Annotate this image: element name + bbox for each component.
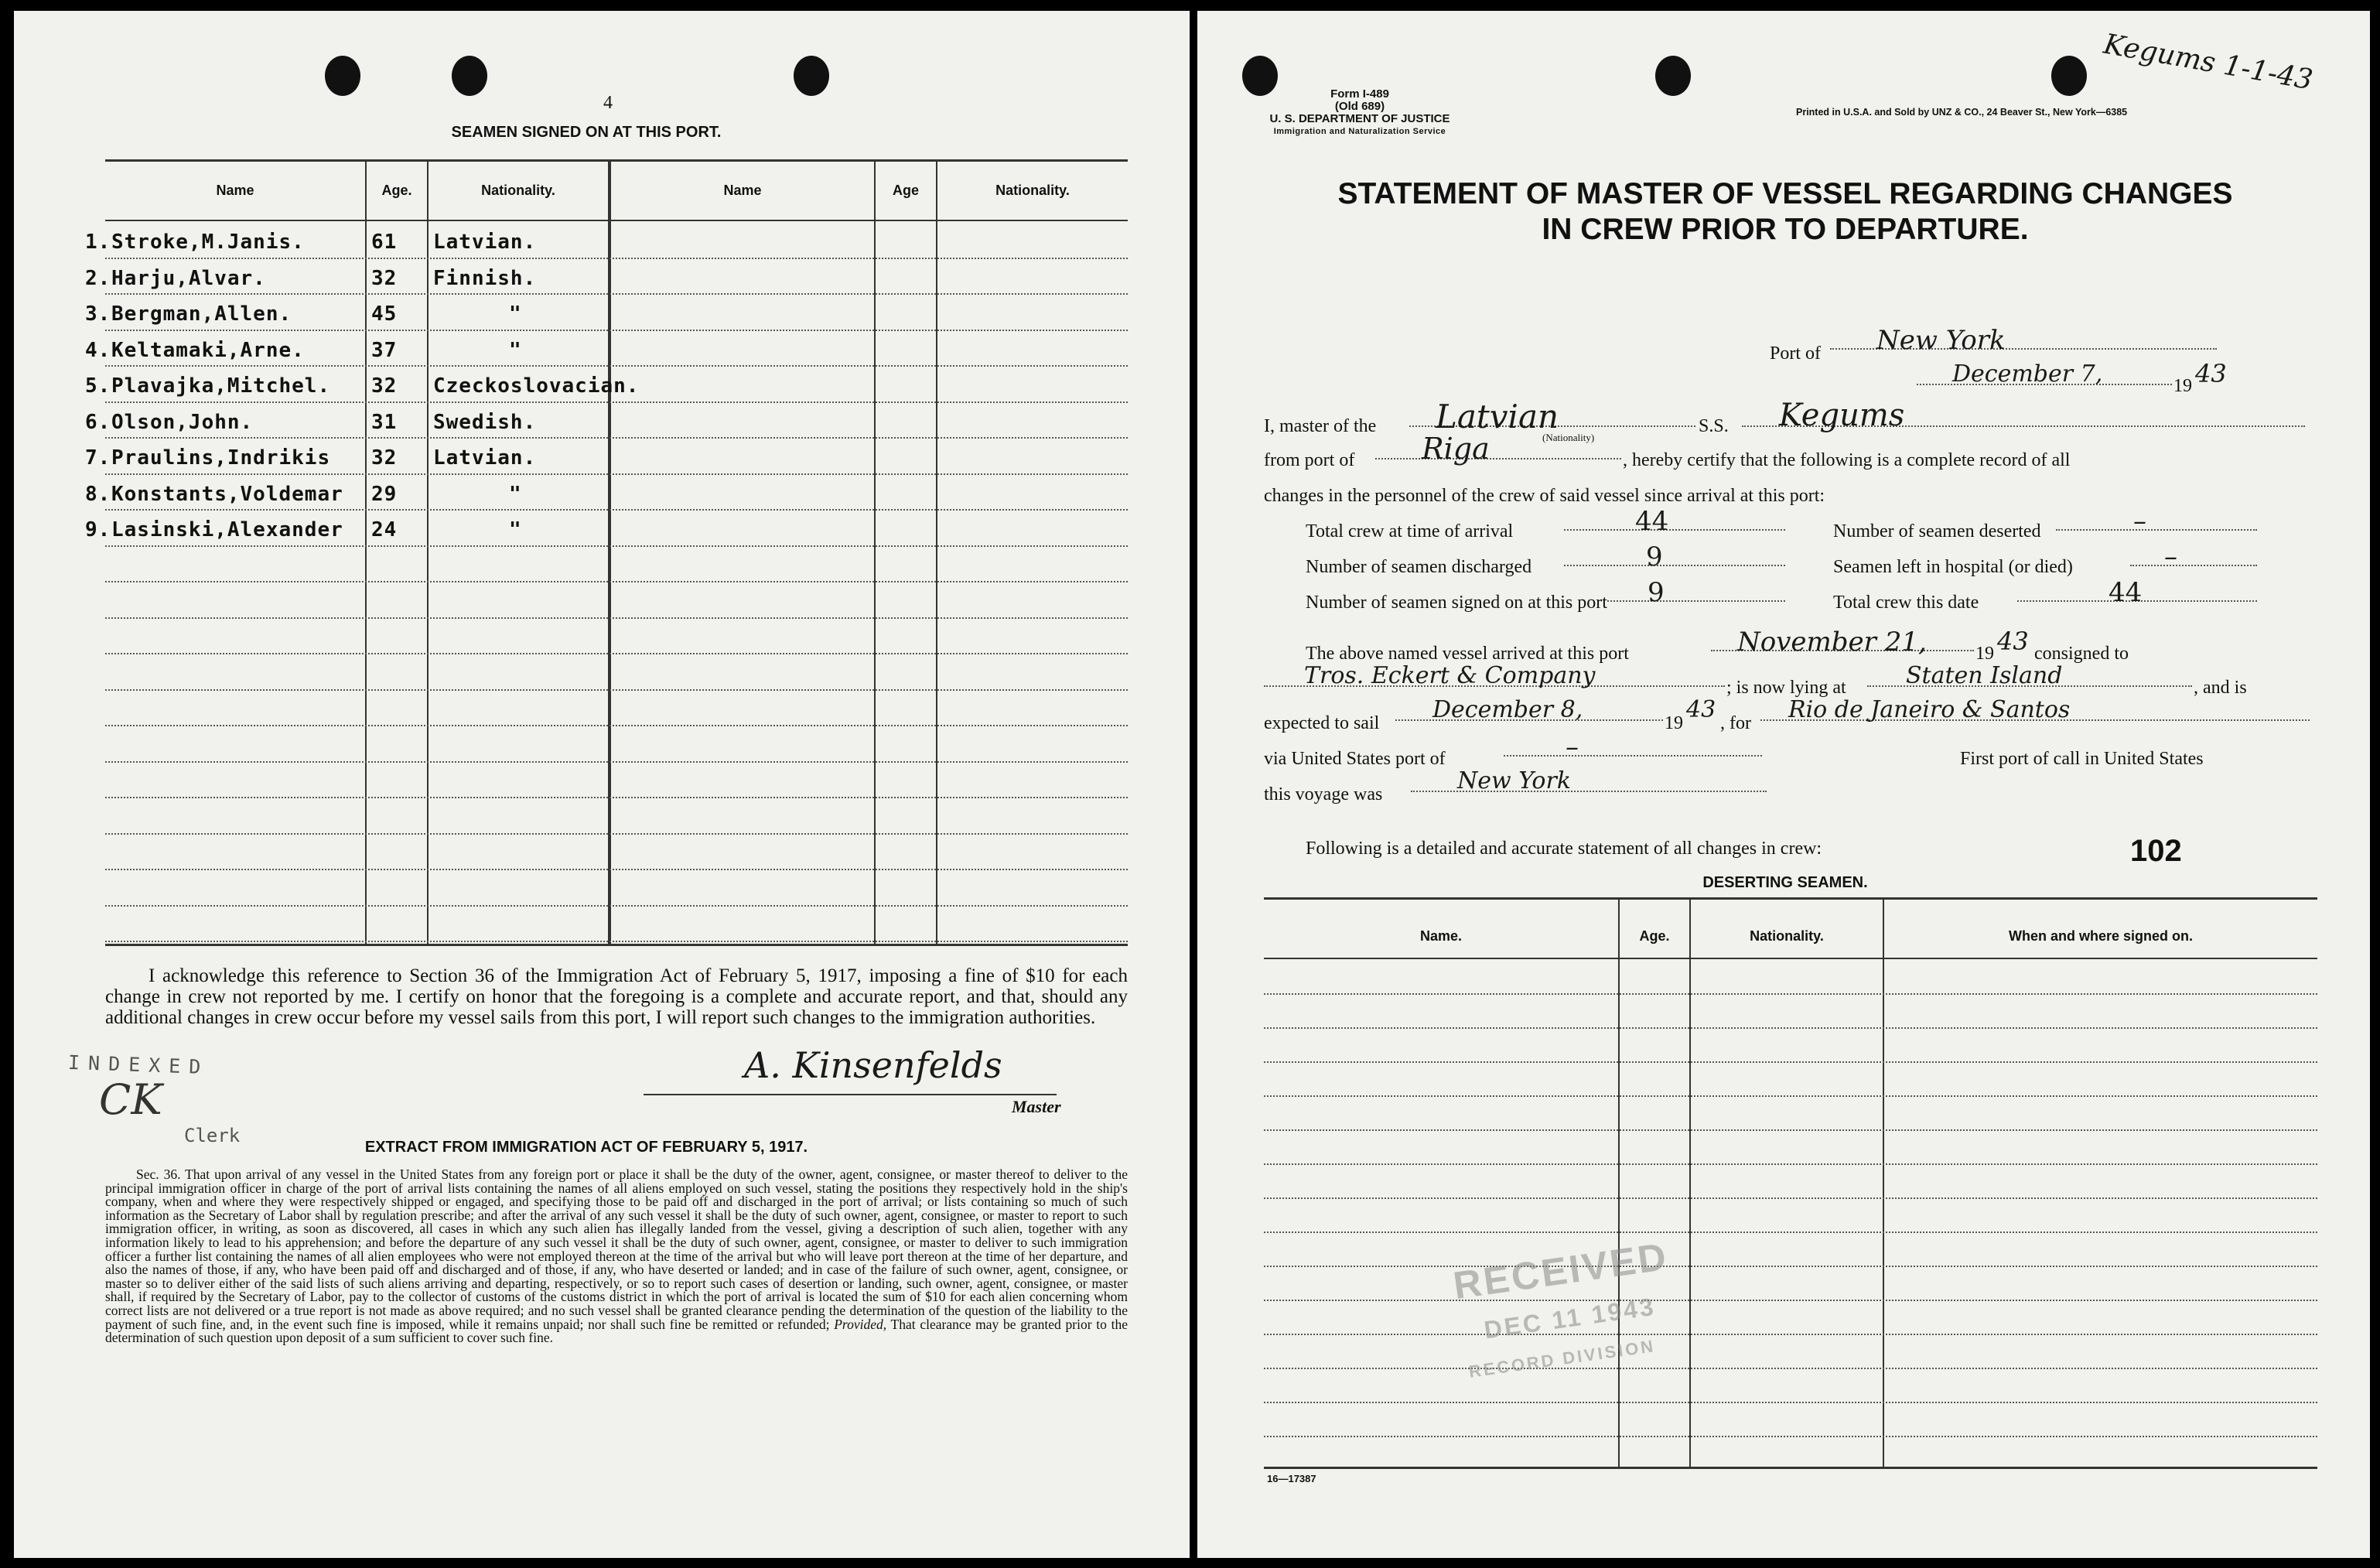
certify-text: , hereby certify that the following is a complete record of all <box>1623 450 2071 470</box>
crew-number: 2. <box>85 266 111 290</box>
service: Immigration and Naturalization Service <box>1273 127 1446 136</box>
table-rule <box>1264 1061 2317 1063</box>
port-of-field <box>1830 325 2217 356</box>
clerk-initials: CK <box>99 1075 162 1124</box>
hospital-field <box>2130 541 2257 572</box>
table-rule <box>1264 1334 2317 1335</box>
nationality-field <box>1409 398 1695 436</box>
total-arrival-value: 44 <box>1635 506 1669 537</box>
col-header-nationality-2: Nationality. <box>995 183 1070 198</box>
crew-name: Lasinski,Alexander <box>111 518 343 541</box>
section-title: SEAMEN SIGNED ON AT THIS PORT. <box>451 124 722 141</box>
crew-nationality: Czeckoslovacian. <box>433 374 640 398</box>
extract-text <box>105 1168 1128 1345</box>
crew-nationality: Finnish. <box>433 266 537 290</box>
col-header-name: Name <box>216 183 254 198</box>
and-is: , and is <box>2194 678 2247 698</box>
crew-age: 32 <box>371 266 398 290</box>
col-divider <box>1883 899 1884 1467</box>
table-top-rule <box>105 159 1128 162</box>
extract-tail: That clearance may be granted prior to the determination of such question upon deposit of a sum sufficient to cover such fine. <box>105 1316 1129 1346</box>
total-date-value: 44 <box>2109 577 2143 608</box>
hospital-value: – <box>2164 541 2177 572</box>
signed-on-field <box>1607 577 1785 608</box>
signature-line <box>644 1094 1057 1095</box>
deserting-header-rule <box>1264 958 2317 959</box>
col-divider <box>936 161 937 944</box>
destination-field <box>1760 696 2310 721</box>
deserted-value: – <box>2133 506 2146 537</box>
footer-code: 16—17387 <box>1267 1473 1316 1484</box>
col-divider <box>1689 899 1691 1467</box>
crew-number: 1. <box>85 231 111 254</box>
total-date-field <box>2017 577 2257 608</box>
arrived-value: November 21, <box>1737 627 1927 658</box>
date-field <box>1917 360 2172 388</box>
consignee-value: Tros. Eckert & Company <box>1304 662 1596 689</box>
form-title <box>1244 176 2327 248</box>
col-header-age: Age. <box>381 183 412 198</box>
page-count: 102 <box>2130 834 2182 868</box>
right-page <box>1197 11 2370 1558</box>
crew-number: 4. <box>85 338 111 362</box>
table-rule <box>1264 1368 2317 1369</box>
master-of-label: I, master of the <box>1264 416 1377 436</box>
clerk-label: Clerk <box>184 1125 241 1146</box>
sail-year-prefix: 19 <box>1665 713 1683 733</box>
crew-age: 24 <box>371 518 398 541</box>
received-date: DEC 11 1943 <box>1482 1292 1658 1344</box>
table-rule <box>105 617 1128 619</box>
year-value: 43 <box>2195 359 2227 388</box>
col-header-age-2: Age <box>892 183 919 198</box>
nationality-value: Latvian <box>1436 398 1559 436</box>
table-rule <box>105 365 1128 367</box>
for-label: , for <box>1720 713 1751 733</box>
total-arrival-field <box>1564 506 1785 537</box>
table-rule <box>1264 1027 2317 1029</box>
col-header-name-2: Name <box>723 183 762 198</box>
table-rule <box>1264 1232 2317 1233</box>
arrived-year-prefix: 19 <box>1975 644 1994 664</box>
punch-hole <box>2051 56 2087 96</box>
corner-note: Kegums 1-1-43 <box>2101 28 2315 97</box>
first-port-field <box>1411 767 1767 792</box>
acknowledgement-text: I acknowledge this reference to Section 36 of the Immigration Act of February 5, 1917, imposing a fine of $10 for each change in crew not reported by me. I certify on honor that the foregoing is a complete and accurate report, and that, should any additional changes in crew occur before my vessel sails from this port, I will report such changes to the immigration authorities. <box>105 965 1128 1028</box>
table-rule <box>105 761 1128 763</box>
destination-value: Rio de Janeiro & Santos <box>1788 696 2071 723</box>
punch-hole <box>794 56 829 96</box>
table-rule <box>105 437 1128 439</box>
table-rule <box>1264 1163 2317 1165</box>
table-rule <box>105 653 1128 654</box>
crew-name: Keltamaki,Arne. <box>111 338 305 362</box>
title-line-2: IN CREW PRIOR TO DEPARTURE. <box>1542 213 2029 246</box>
table-rule <box>1264 993 2317 995</box>
table-rule <box>105 293 1128 295</box>
table-rule <box>1264 1266 2317 1267</box>
crew-nationality: Swedish. <box>433 410 537 434</box>
first-port-label: First port of call in United States <box>1960 749 2204 769</box>
col-divider <box>427 161 429 944</box>
table-rule <box>105 581 1128 582</box>
signed-on-label: Number of seamen signed on at this port <box>1306 593 1607 613</box>
total-date-label: Total crew this date <box>1833 593 1979 613</box>
crew-number: 5. <box>85 374 111 398</box>
vessel-value: Kegums <box>1779 398 1905 433</box>
crew-number: 8. <box>85 482 111 506</box>
table-rule <box>105 330 1128 331</box>
crew-name: Konstants,Voldemar <box>111 482 343 506</box>
changes-text: changes in the personnel of the crew of said vessel since arrival at this port: <box>1264 486 1825 506</box>
deserting-title: DESERTING SEAMEN. <box>1702 874 1868 891</box>
port-of-label: Port of <box>1770 343 1821 364</box>
crew-nationality: Latvian. <box>433 446 537 470</box>
crew-nationality: " <box>509 518 522 541</box>
crew-age: 32 <box>371 446 398 470</box>
via-label: via United States port of <box>1264 749 1446 769</box>
table-rule <box>1264 1402 2317 1403</box>
department: U. S. DEPARTMENT OF JUSTICE <box>1269 112 1450 125</box>
master-label: Master <box>1012 1097 1061 1116</box>
col-divider <box>1618 899 1620 1467</box>
form-number: Form I-489 <box>1330 87 1389 101</box>
crew-name: Harju,Alvar. <box>111 266 266 290</box>
vessel-field <box>1742 398 2305 433</box>
crew-name: Stroke,M.Janis. <box>111 231 305 254</box>
first-port-value: New York <box>1457 767 1571 794</box>
table-rule <box>105 833 1128 835</box>
deserting-col-when-where: When and where signed on. <box>2008 928 2194 944</box>
punch-hole <box>452 56 487 96</box>
total-arrival-label: Total crew at time of arrival <box>1306 521 1514 541</box>
crew-number: 3. <box>85 302 111 326</box>
date-value: December 7, <box>1952 360 2103 388</box>
expected-label: expected to sail <box>1264 713 1380 733</box>
col-header-nationality: Nationality. <box>481 183 555 198</box>
extract-section: Sec. 36. <box>136 1167 181 1182</box>
lying-value: Staten Island <box>1906 662 2063 689</box>
table-rule <box>105 941 1128 942</box>
lying-label: ; is now lying at <box>1726 678 1846 698</box>
table-rule <box>105 473 1128 475</box>
ss-label: S.S. <box>1699 416 1729 436</box>
from-port-label: from port of <box>1264 450 1355 470</box>
left-page <box>14 11 1190 1558</box>
table-rule <box>105 725 1128 726</box>
table-rule <box>105 797 1128 798</box>
page-number: 4 <box>603 93 613 113</box>
table-rule <box>105 905 1128 907</box>
crew-age: 29 <box>371 482 398 506</box>
extract-title: EXTRACT FROM IMMIGRATION ACT OF FEBRUARY 5, 1917. <box>364 1139 808 1156</box>
printer-line: Printed in U.S.A. and Sold by UNZ & CO., 24 Beaver St., New York—6385 <box>1796 107 2128 118</box>
crew-nationality: " <box>509 338 522 362</box>
extract-provided: Provided, <box>834 1316 887 1332</box>
discharged-field <box>1564 541 1785 572</box>
from-port-field <box>1375 432 1621 466</box>
table-rule <box>105 401 1128 403</box>
arrived-field <box>1711 627 1974 658</box>
col-divider <box>608 161 611 944</box>
table-rule <box>1264 1197 2317 1199</box>
consignee-field <box>1264 662 1725 687</box>
deserting-col-name: Name. <box>1419 928 1463 944</box>
table-rule <box>1264 1095 2317 1097</box>
table-rule <box>105 509 1128 511</box>
crew-name: Olson,John. <box>111 410 254 434</box>
year-prefix: 19 <box>2173 376 2192 396</box>
port-of-value: New York <box>1876 325 2006 356</box>
indexed-stamp: INDEXED <box>67 1050 210 1079</box>
crew-age: 61 <box>371 231 398 254</box>
deserted-field <box>2056 506 2257 537</box>
sail-year: 43 <box>1686 696 1716 723</box>
crew-number: 7. <box>85 446 111 470</box>
via-field <box>1504 732 1762 763</box>
deserting-col-nationality: Nationality. <box>1750 928 1824 944</box>
sail-date-field <box>1395 696 1663 721</box>
punch-hole <box>1655 56 1691 96</box>
sail-date-value: December 8, <box>1432 696 1583 723</box>
crew-nationality: " <box>509 482 522 506</box>
signed-on-value: 9 <box>1648 577 1665 608</box>
received-stamp: RECEIVED <box>1450 1234 1671 1308</box>
title-line-1: STATEMENT OF MASTER OF VESSEL REGARDING CHANGES <box>1337 177 2233 210</box>
table-rule <box>1264 1436 2317 1437</box>
voyage-label: this voyage was <box>1264 784 1383 804</box>
punch-hole <box>325 56 360 96</box>
crew-age: 45 <box>371 302 398 326</box>
extract-body: That upon arrival of any vessel in the United States from any foreign port or place it shall be the duty of the owner, agent, consignee, or master thereof to deliver to the principal immigration officer in charge of the port of arrival lists containing the names of all aliens employed on such vessel, stating the positions they respectively hold in the ship's company, when and where they were respectively shipped or engaged, and specifying those to be paid off and discharged in the port of arrival; or lists containing so much of such information as the Secretary of Labor shall by regulation prescribe; and after the arrival of any such vessel it shall be the duty of such owner, agent, consignee, or master to report to such immigration officer, in writing, as soon as discovered, all cases in which any such alien has illegally landed from the vessel, giving a description of such alien, together with any information likely to lead to his apprehension; and before the departure of any such vessel it shall be the duty of such owner, agent, consignee, or master to deliver to such immigration officer a further list containing the names of all alien employees who were not employed thereon at the time of the arrival but who will leave port thereon at the time of her departure, and also the names of those, if any, who have been paid off and discharged and of those, if any, who have deserted or landed; and in case of the failure of such owner, agent, consignee, or master so to deliver either of the said lists of such aliens arriving and departing, respectively, or so to report such cases of desertion or landing, such owner, agent, consignee, or master shall, if required by the Secretary of Labor, pay to the collector of customs of the customs district in which the port of arrival is located the sum of $10 for each alien concerning whom correct lists are not delivered or a true report is not made as above required; and no such vessel shall be granted clearance pending the determination of the question of the liability to the payment of such fine, and, in the event such fine is imposed, while it remains unpaid; nor shall such fine be remitted or refunded; <box>105 1167 1128 1332</box>
hospital-label: Seamen left in hospital (or died) <box>1833 557 2073 577</box>
record-division: RECORD DIVISION <box>1467 1336 1657 1382</box>
crew-number: 6. <box>85 410 111 434</box>
consigned-label: consigned to <box>2034 644 2129 664</box>
following-text: Following is a detailed and accurate statement of all changes in crew: <box>1306 839 1822 859</box>
table-header-rule <box>105 220 1128 221</box>
arrived-label: The above named vessel arrived at this port <box>1306 644 1629 664</box>
arrived-year: 43 <box>1997 627 2029 656</box>
col-divider <box>365 161 367 944</box>
crew-age: 32 <box>371 374 398 398</box>
crew-number: 9. <box>85 518 111 541</box>
from-port-value: Riga <box>1422 432 1490 466</box>
deserted-label: Number of seamen deserted <box>1833 521 2041 541</box>
crew-name: Plavajka,Mitchel. <box>111 374 331 398</box>
crew-name: Bergman,Allen. <box>111 302 292 326</box>
crew-age: 37 <box>371 338 398 362</box>
table-rule <box>1264 1129 2317 1131</box>
nationality-hint: (Nationality) <box>1542 432 1595 443</box>
table-rule <box>105 545 1128 547</box>
discharged-label: Number of seamen discharged <box>1306 557 1532 577</box>
deserting-col-age: Age. <box>1639 928 1670 944</box>
lying-field <box>1867 662 2192 687</box>
table-rule <box>1264 1300 2317 1301</box>
crew-age: 31 <box>371 410 398 434</box>
via-value: – <box>1566 732 1579 763</box>
crew-nationality: Latvian. <box>433 231 537 254</box>
crew-nationality: " <box>509 302 522 326</box>
table-rule <box>105 258 1128 259</box>
form-old: (Old 689) <box>1334 100 1385 113</box>
deserting-bottom-rule <box>1264 1467 2317 1469</box>
deserting-top-rule <box>1264 897 2317 900</box>
crew-name: Praulins,Indrikis <box>111 446 331 470</box>
discharged-value: 9 <box>1646 541 1663 572</box>
master-signature: A. Kinsenfelds <box>744 1044 1002 1086</box>
form-id-block <box>1267 88 1453 138</box>
table-rule <box>105 869 1128 870</box>
table-rule <box>105 689 1128 691</box>
col-divider <box>874 161 876 944</box>
table-bottom-rule <box>105 944 1128 946</box>
